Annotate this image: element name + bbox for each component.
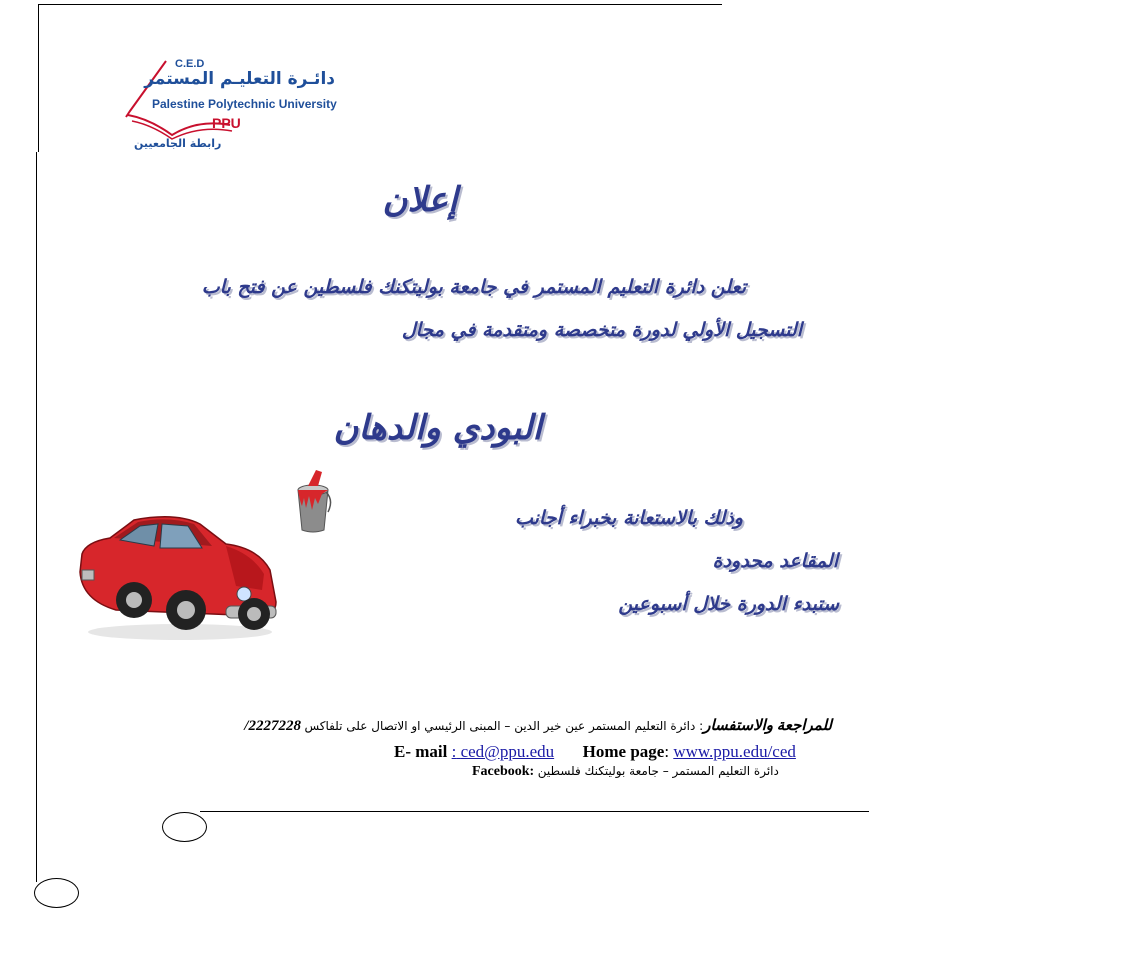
experts-line: وذلك بالاستعانة بخبراء أجانب	[514, 507, 743, 529]
phone-number: 2227228	[248, 718, 301, 734]
inquiry-label: للمراجعة والاستفسار	[703, 718, 832, 734]
announcement-title: إعلان	[382, 180, 458, 220]
facebook-line	[472, 764, 779, 780]
inquiry-text: : دائرة التعليم المستمر عين خير الدين – المبنى الرئيسي او الاتصال على تلفاكس	[304, 719, 704, 733]
top-border-line	[38, 4, 722, 5]
left-border-line-lower	[36, 152, 37, 882]
corner-ellipse-shape	[34, 878, 79, 908]
announcement-line-2: التسجيل الأولي لدورة متخصصة ومتقدمة في مجال	[401, 319, 802, 341]
facebook-text: دائرة التعليم المستمر – جامعة بوليتكنك فلسطين	[537, 764, 779, 778]
paint-bucket-icon	[288, 468, 338, 534]
logo-arabic-name: دائـرة التعليـم المستمر	[144, 69, 335, 89]
email-label: E- mail	[394, 742, 448, 761]
inquiry-line	[244, 716, 832, 735]
facebook-label: Facebook:	[472, 764, 535, 779]
left-border-line-upper	[38, 4, 39, 152]
logo-alumni-text: رابطة الجامعيين	[134, 137, 222, 150]
homepage-link[interactable]: www.ppu.edu/ced	[673, 742, 796, 761]
footer-divider-line	[200, 811, 869, 812]
web-contact-line: E- mail : ced@ppu.edu Home page: www.ppu.edu/ced	[394, 742, 796, 761]
course-title: البودي والدهان	[333, 408, 542, 448]
logo-ced-text: C.E.D	[175, 58, 205, 70]
seats-line: المقاعد محدودة	[712, 550, 838, 572]
logo-university-name: Palestine Polytechnic University	[152, 97, 337, 111]
logo-ppu-text: PPU	[212, 115, 241, 131]
email-link[interactable]: : ced@ppu.edu	[451, 742, 555, 761]
footer-ellipse-shape	[162, 812, 207, 842]
red-car-icon	[76, 510, 282, 642]
phone-slash: /	[244, 718, 249, 734]
start-line: ستبدء الدورة خلال أسبوعين	[618, 593, 839, 615]
homepage-label: Home page	[582, 742, 665, 761]
announcement-line-1: تعلن دائرة التعليم المستمر في جامعة بوليتكنك فلسطين عن فتح باب	[201, 276, 746, 298]
ced-logo	[120, 55, 345, 155]
